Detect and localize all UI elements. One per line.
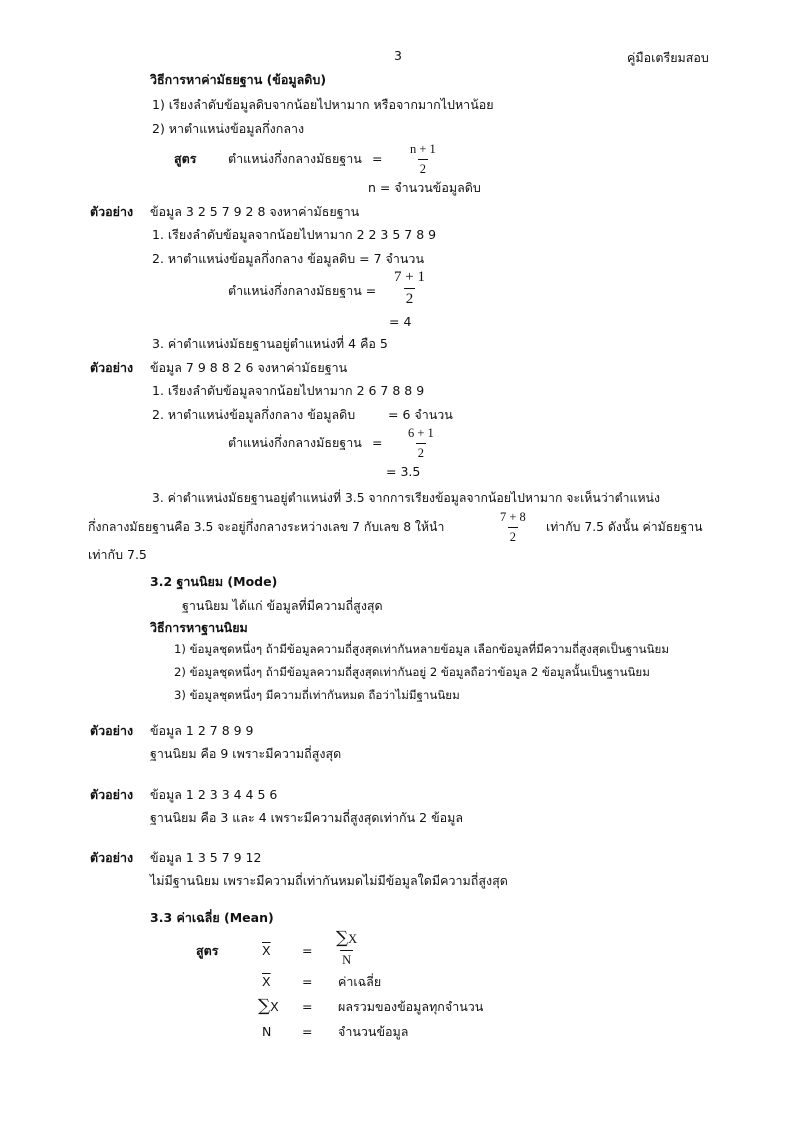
ex2-data: ข้อมูล 7 9 8 8 2 6 จงหาค่ามัธยฐาน <box>150 360 348 375</box>
ex2-position-label: ตำแหน่งกึ่งกลางมัธยฐาน <box>228 435 362 450</box>
mode-ex2-answer: ฐานนิยม คือ 3 และ 4 เพราะมีความถี่สูงสุดเท่ากัน 2 ข้อมูล <box>150 810 464 825</box>
mode-ex3-data: ข้อมูล 1 3 5 7 9 12 <box>150 850 262 865</box>
ex1-fraction <box>392 270 427 307</box>
mean-def-sum-x: X <box>270 999 279 1014</box>
mode-ex1-data: ข้อมูล 1 2 7 8 9 9 <box>150 723 254 738</box>
mean-def-xbar-equals: = <box>302 974 313 989</box>
ex2-average-numerator: 7 + 8 <box>500 510 526 524</box>
mean-def-n-equals: = <box>302 1024 313 1039</box>
mean-def-sum: ผลรวมของข้อมูลทุกจำนวน <box>338 999 484 1014</box>
ex2-average-denominator: 2 <box>508 527 518 544</box>
example-label: ตัวอย่าง <box>90 850 134 865</box>
formula-fraction <box>408 143 438 175</box>
formula-label: สูตร <box>174 151 197 166</box>
example-label: ตัวอย่าง <box>90 787 134 802</box>
mean-x: X <box>348 932 358 946</box>
mode-rule-1: 1) ข้อมูลชุดหนึ่งๆ ถ้ามีข้อมูลความถี่สูงสุดเท่ากันหลายข้อมูล เลือกข้อมูลที่มีความถี่สูงสุดเป็นฐานนิยม <box>174 642 669 656</box>
mean-equals: = <box>302 943 313 958</box>
example-label: ตัวอย่าง <box>90 204 134 219</box>
ex2-step-3-line-3: เท่ากับ 7.5 <box>88 547 147 562</box>
formula-lhs: ตำแหน่งกึ่งกลางมัธยฐาน <box>228 151 362 166</box>
mean-heading: 3.3 ค่าเฉลี่ย (Mean) <box>150 910 274 925</box>
ex2-average-fraction <box>498 511 528 543</box>
formula-numerator: n + 1 <box>410 142 436 156</box>
example-label: ตัวอย่าง <box>90 723 134 738</box>
ex2-result: = 3.5 <box>386 464 421 479</box>
mode-heading: 3.2 ฐานนิยม (Mode) <box>150 574 278 589</box>
mean-fraction <box>334 930 359 967</box>
ex1-step-3: 3. ค่าตำแหน่งมัธยฐานอยู่ตำแหน่งที่ 4 คือ 5 <box>152 336 388 351</box>
example-label: ตัวอย่าง <box>90 360 134 375</box>
raw-median-heading: วิธีการหาค่ามัธยฐาน (ข้อมูลดิบ) <box>150 72 327 87</box>
ex2-step-3-line-2-end: เท่ากับ 7.5 ดังนั้น ค่ามัธยฐาน <box>546 520 703 534</box>
mean-def-n: จำนวนข้อมูล <box>338 1024 409 1039</box>
ex1-step-2: 2. หาตำแหน่งข้อมูลกึ่งกลาง ข้อมูลดิบ = 7 จำนวน <box>152 251 424 266</box>
ex2-equals: = <box>372 435 383 450</box>
ex1-step-1: 1. เรียงลำดับข้อมูลจากน้อยไปหามาก 2 2 3 5 7 8 9 <box>152 227 437 242</box>
mode-definition: ฐานนิยม ได้แก่ ข้อมูลที่มีความถี่สูงสุด <box>182 598 383 613</box>
ex2-fraction <box>406 427 436 459</box>
mean-def-xbar-symbol: $\overline{X}$ <box>262 974 271 989</box>
sigma-icon: ∑ <box>258 996 271 1016</box>
mode-ex3-answer: ไม่มีฐานนิยม เพราะมีความถี่เท่ากันหมดไม่มีข้อมูลใดมีความถี่สูงสุด <box>150 873 508 888</box>
page-number: 3 <box>394 48 402 63</box>
mode-ex2-data: ข้อมูล 1 2 3 3 4 4 5 6 <box>150 787 278 802</box>
ex2-step-1: 1. เรียงลำดับข้อมูลจากน้อยไปหามาก 2 6 7 8 8 9 <box>152 383 425 398</box>
raw-median-step-2: 2) หาตำแหน่งข้อมูลกึ่งกลาง <box>152 121 305 136</box>
formula-equals: = <box>372 151 383 166</box>
mode-method-heading: วิธีการหาฐานนิยม <box>150 620 248 635</box>
ex1-data: ข้อมูล 3 2 5 7 9 2 8 จงหาค่ามัธยฐาน <box>150 204 360 219</box>
mode-rule-2: 2) ข้อมูลชุดหนึ่งๆ ถ้ามีข้อมูลความถี่สูงสุดเท่ากันอยู่ 2 ข้อมูลถือว่าข้อมูล 2 ข้อมูลนั้นเป็นฐานนิยม <box>174 665 650 679</box>
raw-median-step-1: 1) เรียงลำดับข้อมูลดิบจากน้อยไปหามาก หรือจากมากไปหาน้อย <box>152 97 494 112</box>
formula-denominator: 2 <box>418 159 428 176</box>
mode-ex1-answer: ฐานนิยม คือ 9 เพราะมีความถี่สูงสุด <box>150 746 342 761</box>
ex1-position-label: ตำแหน่งกึ่งกลางมัธยฐาน = <box>228 283 377 298</box>
mean-def-sum-equals: = <box>302 999 313 1014</box>
mean-def-sum-symbol <box>258 998 279 1015</box>
mean-xbar: $\overline{X}$ <box>262 943 271 958</box>
sigma-icon: ∑ <box>336 928 349 948</box>
mean-def-xbar: ค่าเฉลี่ย <box>338 974 382 989</box>
ex2-numerator: 6 + 1 <box>408 426 434 440</box>
ex1-result: = 4 <box>389 314 412 329</box>
ex2-step-3-line-1: 3. ค่าตำแหน่งมัธยฐานอยู่ตำแหน่งที่ 3.5 จากการเรียงข้อมูลจากน้อยไปหามาก จะเห็นว่าตำแหน่ง <box>152 491 660 505</box>
mode-rule-3: 3) ข้อมูลชุดหนึ่งๆ มีความถี่เท่ากันหมด ถือว่าไม่มีฐานนิยม <box>174 688 460 702</box>
ex1-denominator: 2 <box>404 288 416 307</box>
ex2-step-3-line-2: กึ่งกลางมัธยฐานคือ 3.5 จะอยู่กึ่งกลางระหว่างเลข 7 กับเลข 8 ให้นำ <box>88 520 445 534</box>
ex1-numerator: 7 + 1 <box>394 269 425 285</box>
ex2-denominator: 2 <box>416 443 426 460</box>
mean-denominator: N <box>340 950 353 967</box>
ex2-step-2: 2. หาตำแหน่งข้อมูลกึ่งกลาง ข้อมูลดิบ <box>152 407 356 422</box>
n-definition: n = จำนวนข้อมูลดิบ <box>368 180 481 195</box>
mean-numerator <box>334 930 359 950</box>
running-title: คู่มือเตรียมสอบ <box>627 50 709 65</box>
mean-formula-label: สูตร <box>196 943 219 958</box>
ex2-step-2-value: = 6 จำนวน <box>388 407 453 422</box>
mean-def-n-symbol: N <box>262 1024 272 1039</box>
